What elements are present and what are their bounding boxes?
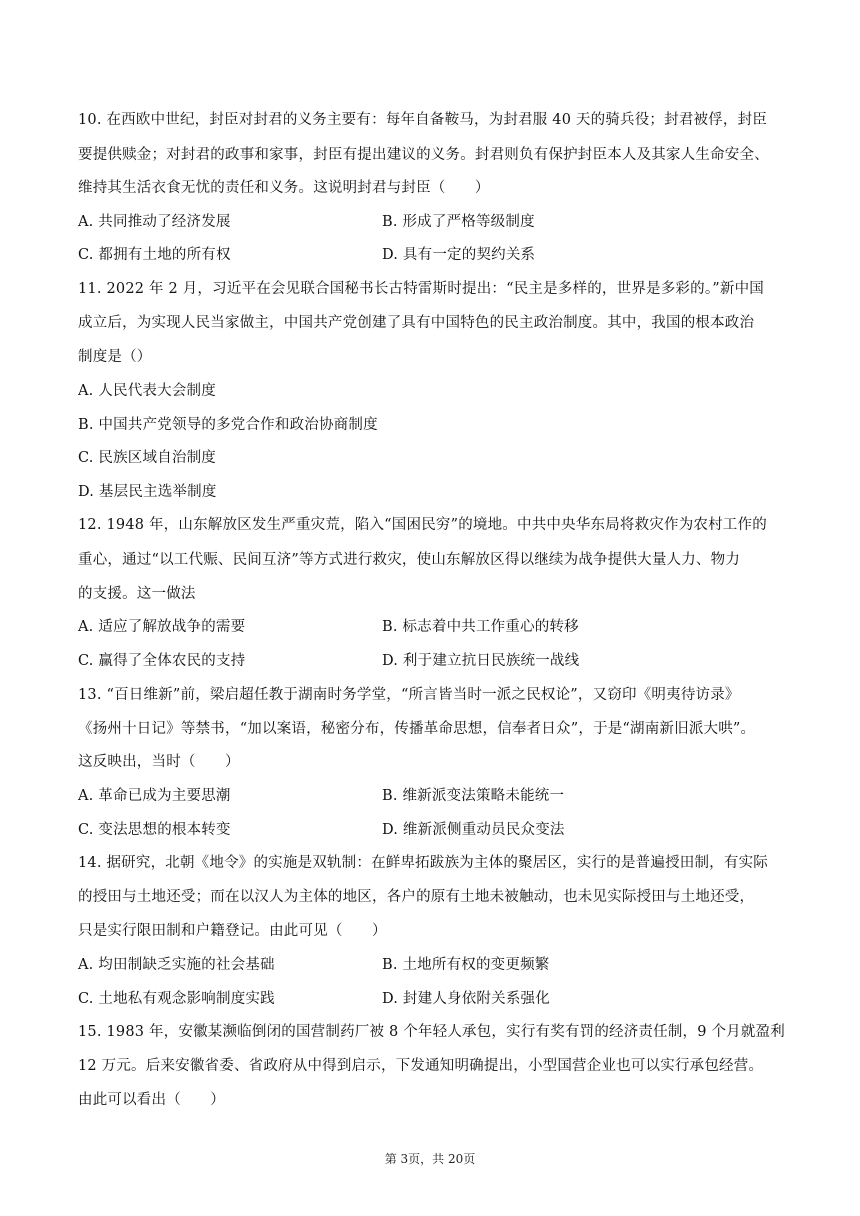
question-12-line-3: 的支援。这一做法 [78, 586, 196, 602]
question-12-option-b: B. 标志着中共工作重心的转移 [382, 619, 579, 635]
question-13-line-2: 《扬州十日记》等禁书，“加以案语，秘密分布，传播革命思想，信奉者日众”，于是“湖南新旧派大哄”。 [78, 721, 756, 737]
question-15-line-2: 12 万元。后来安徽省委、省政府从中得到启示，下发通知明确提出，小型国营企业也可以实行承包经营。 [78, 1058, 764, 1074]
question-10-option-a: A. 共同推动了经济发展 [78, 214, 231, 230]
question-12-option-c: C. 赢得了全体农民的支持 [78, 653, 246, 669]
question-13-option-a: A. 革命已成为主要思潮 [78, 788, 231, 804]
question-10-option-d: D. 具有一定的契约关系 [382, 247, 536, 263]
question-10-option-b: B. 形成了严格等级制度 [382, 214, 535, 230]
question-11-line-3: 制度是（） [78, 349, 152, 365]
question-14-line-1: 14. 据研究，北朝《地令》的实施是双轨制：在鲜卑拓跋族为主体的聚居区，实行的是普遍授田制，有实际 [78, 855, 768, 871]
question-14-option-a: A. 均田制缺乏实施的社会基础 [78, 957, 275, 973]
question-13-option-c: C. 变法思想的根本转变 [78, 822, 231, 838]
question-12-option-d: D. 利于建立抗日民族统一战线 [382, 653, 580, 669]
question-11-line-2: 成立后，为实现人民当家做主，中国共产党创建了具有中国特色的民主政治制度。其中，我国的根本政治 [78, 315, 755, 331]
question-14-option-c: C. 土地私有观念影响制度实践 [78, 991, 275, 1007]
question-14-option-b: B. 土地所有权的变更频繁 [382, 957, 550, 973]
question-15-line-3: 由此可以看出（ ） [78, 1092, 225, 1108]
question-13-line-1: 13. “百日维新”前，梁启超任教于湖南时务学堂，“所言皆当时一派之民权论”，又窃印《明夷待访录》 [78, 687, 740, 703]
question-11-option-a: A. 人民代表大会制度 [78, 383, 216, 399]
question-10-line-3: 维持其生活衣食无忧的责任和义务。这说明封君与封臣（ ） [78, 180, 490, 196]
question-11-option-d: D. 基层民主选举制度 [78, 484, 217, 500]
question-14-option-d: D. 封建人身依附关系强化 [382, 991, 550, 1007]
question-12-line-2: 重心，通过“以工代赈、民间互济”等方式进行救灾，使山东解放区得以继续为战争提供大量人力、物力 [78, 552, 741, 568]
question-11-line-1: 11. 2022 年 2 月，习近平在会见联合国秘书长古特雷斯时提出：“民主是多样的，世界是多彩的。”新中国 [78, 281, 764, 297]
question-10-option-c: C. 都拥有土地的所有权 [78, 247, 231, 263]
question-13-line-3: 这反映出，当时（ ） [78, 754, 240, 770]
question-13-option-b: B. 维新派变法策略未能统一 [382, 788, 565, 804]
question-12-line-1: 12. 1948 年，山东解放区发生严重灾荒，陷入“国困民穷”的境地。中共中央华东局将救灾作为农村工作的 [78, 517, 767, 533]
question-11-option-b: B. 中国共产党领导的多党合作和政治协商制度 [78, 417, 378, 433]
question-15-line-1: 15. 1983 年，安徽某濒临倒闭的国营制药厂被 8 个年轻人承包，实行有奖有罚的经济责任制，9 个月就盈利 [78, 1024, 785, 1040]
question-14-line-3: 只是实行限田制和户籍登记。由此可见（ ） [78, 923, 387, 939]
question-13-option-d: D. 维新派侧重动员民众变法 [382, 822, 565, 838]
question-12-option-a: A. 适应了解放战争的需要 [78, 619, 246, 635]
question-10-line-1: 10. 在西欧中世纪，封臣对封君的义务主要有：每年自备鞍马，为封君服 40 天的骑兵役；封君被俘，封臣 [78, 112, 768, 128]
page-footer: 第 3页，共 20页 [384, 1152, 476, 1166]
question-10-line-2: 要提供赎金；对封君的政事和家事，封臣有提出建议的义务。封君则负有保护封臣本人及其家人生命安全、 [78, 147, 769, 163]
question-14-line-2: 的授田与土地还受；而在以汉人为主体的地区，各户的原有土地未被触动，也未见实际授田与土地还受， [78, 889, 755, 905]
question-11-option-c: C. 民族区域自治制度 [78, 450, 216, 466]
